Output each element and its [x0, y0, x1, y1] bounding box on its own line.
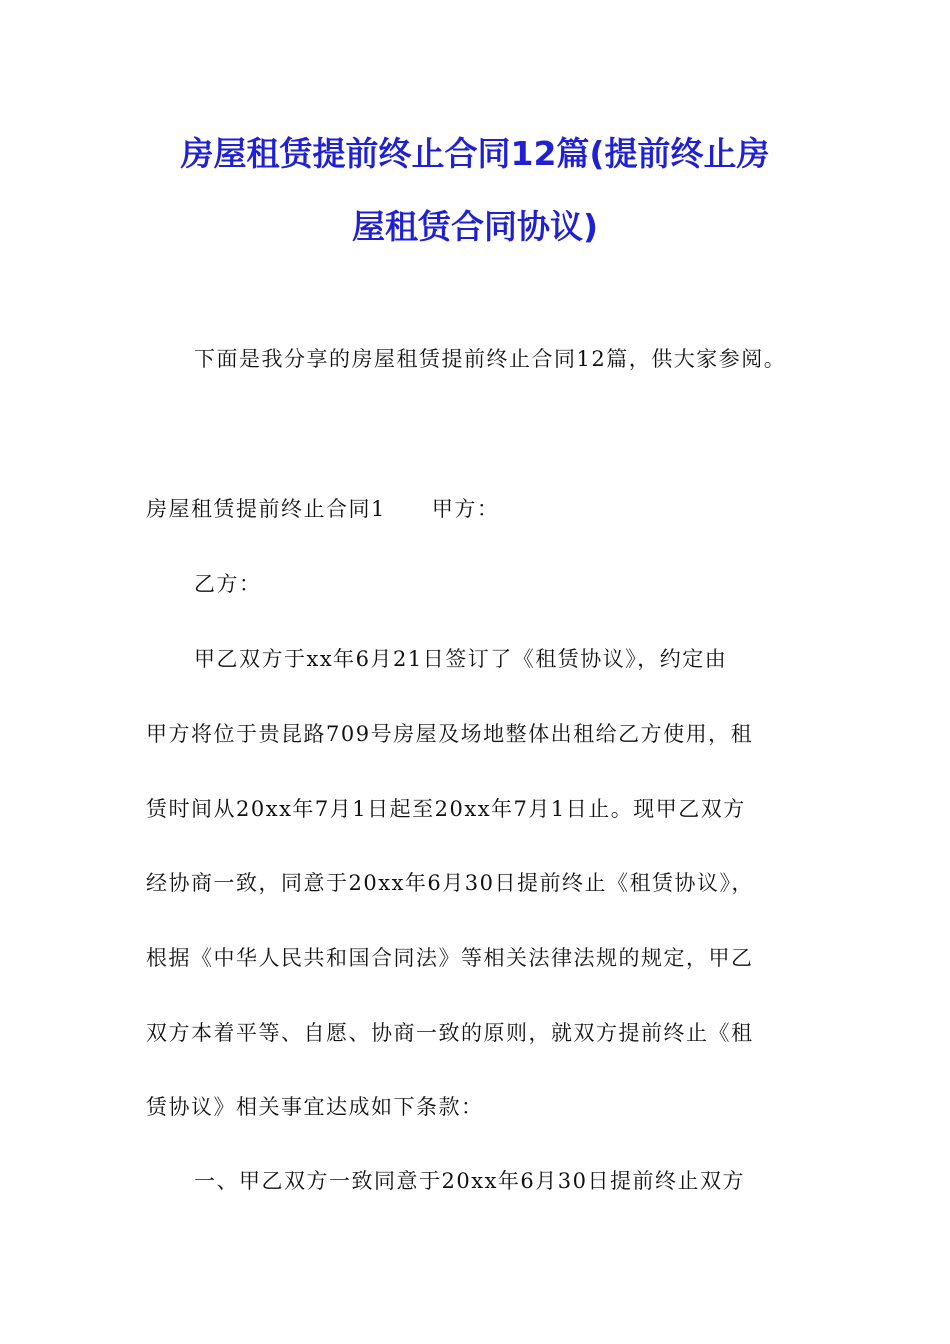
paragraph-line: 经协商一致，同意于20xx年6月30日提前终止《租赁协议》， — [146, 871, 754, 895]
clause-one-line: 一、甲乙双方一致同意于20xx年6月30日提前终止双方 — [194, 1169, 745, 1193]
paragraph-line: 赁协议》相关事宜达成如下条款： — [146, 1095, 484, 1119]
paragraph-line: 甲方将位于贵昆路709号房屋及场地整体出租给乙方使用，租 — [146, 722, 754, 746]
paragraph-line: 赁时间从20xx年7月1日起至20xx年7月1日止。现甲乙双方 — [146, 797, 746, 821]
document-title-line-2: 屋租赁合同协议) — [351, 207, 599, 246]
party-b-label: 乙方： — [194, 572, 262, 596]
party-a-label: 甲方： — [431, 497, 500, 521]
section-heading-row — [146, 494, 499, 524]
paragraph-line: 根据《中华人民共和国合同法》等相关法律法规的规定，甲乙 — [146, 946, 754, 970]
paragraph-line: 甲乙双方于xx年6月21日签订了《租赁协议》，约定由 — [194, 647, 728, 671]
intro-paragraph: 下面是我分享的房屋租赁提前终止合同12篇，供大家参阅。 — [194, 347, 787, 371]
document-title-line-1: 房屋租赁提前终止合同12篇(提前终止房 — [180, 134, 770, 173]
section-heading: 房屋租赁提前终止合同1 — [146, 497, 386, 521]
paragraph-line: 双方本着平等、自愿、协商一致的原则，就双方提前终止《租 — [146, 1021, 754, 1045]
